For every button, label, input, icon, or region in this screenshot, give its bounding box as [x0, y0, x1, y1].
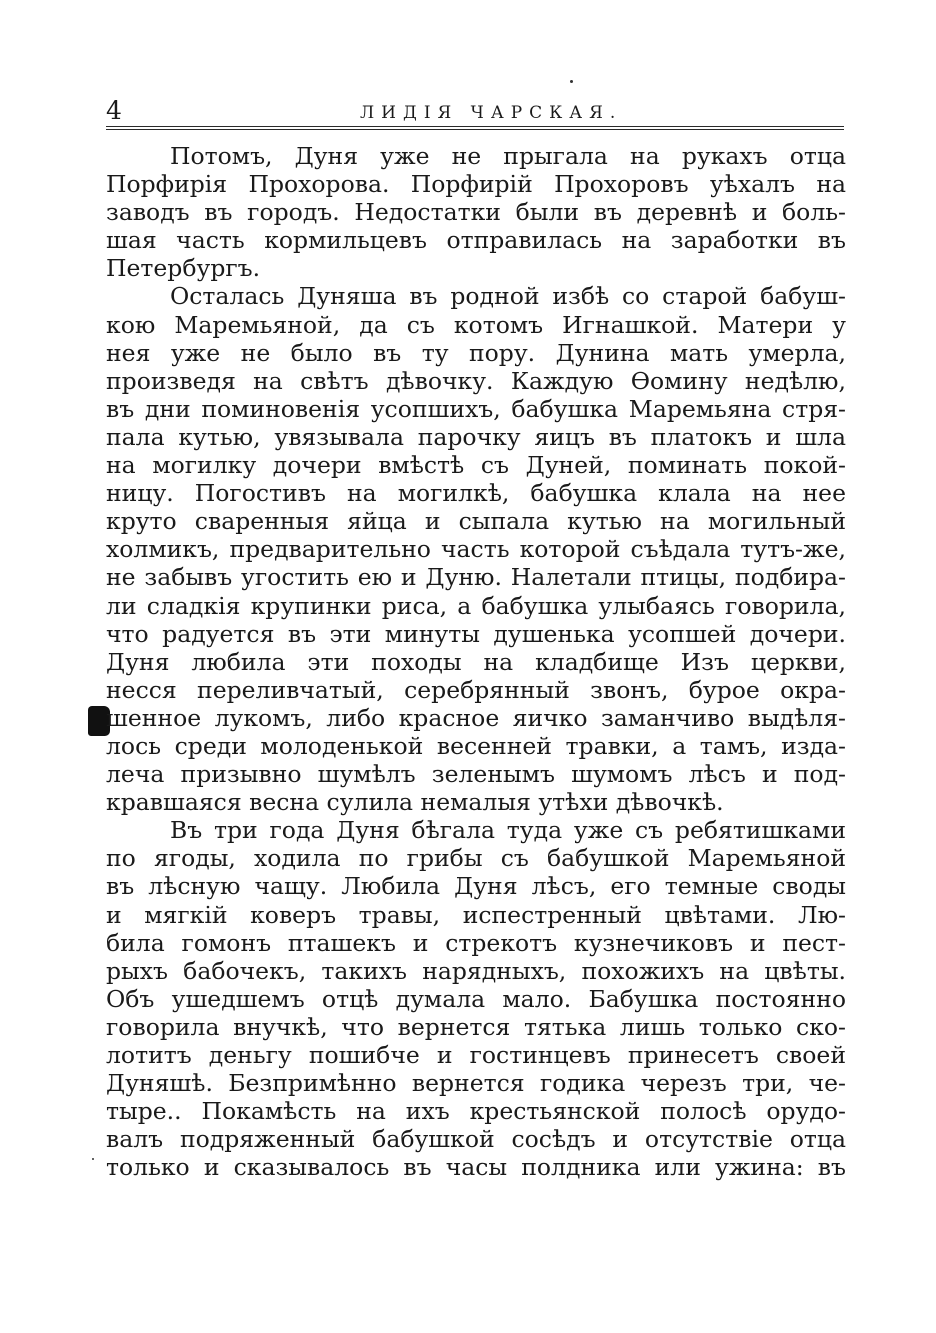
text-line: Осталась Дуняша въ родной избѣ со старой бабуш-	[170, 282, 846, 311]
header-rule-secondary	[106, 129, 844, 130]
text-line: лось среди молоденькой весенней травки, а тамъ, изда-	[106, 731, 846, 760]
text-line: ли сладкія крупинки риса, а бабушка улыбаясь говорила,	[106, 591, 846, 620]
text-line: кою Маремьяной, да съ котомъ Игнашкой. Матери у	[106, 310, 846, 339]
text-line: рыхъ бабочекъ, такихъ нарядныхъ, похожихъ на цвѣты.	[106, 956, 846, 985]
text-line: Дуняшѣ. Безпримѣнно вернется годика черезъ три, че-	[106, 1069, 846, 1098]
body-text	[106, 142, 846, 1181]
text-line: шенное лукомъ, либо красное яичко заманчиво выдѣля-	[106, 703, 846, 732]
text-line: Объ ушедшемъ отцѣ думала мало. Бабушка постоянно	[106, 984, 846, 1013]
text-line: произведя на свѣтъ дѣвочку. Каждую Ѳомину недѣлю,	[106, 366, 846, 395]
text-line: не забывъ угостить ею и Дуню. Налетали птицы, подбира-	[106, 563, 846, 592]
text-line: ницу. Погостивъ на могилкѣ, бабушка клала на нее	[106, 479, 846, 508]
text-line: била гомонъ пташекъ и стрекотъ кузнечиковъ и пест-	[106, 928, 846, 957]
page-number: 4	[106, 96, 122, 125]
text-line: пала кутью, увязывала парочку яицъ въ платокъ и шла	[106, 422, 846, 451]
text-line: Петербургъ.	[106, 254, 261, 283]
text-line: только и сказывалось въ часы полдника или ужина: въ	[106, 1153, 846, 1182]
text-line: тыре.. Покамѣсть на ихъ крестьянской полосѣ орудо-	[106, 1097, 846, 1126]
text-line: въ дни поминовенія усопшихъ, бабушка Маремьяна стря-	[106, 394, 846, 423]
text-line: нея уже не было въ ту пору. Дунина мать умерла,	[106, 338, 846, 367]
text-line: Дуня любила эти походы на кладбище Изъ церкви,	[106, 647, 846, 676]
text-line: несся переливчатый, серебрянный звонъ, бурое окра-	[106, 675, 846, 704]
text-line: валъ подряженный бабушкой сосѣдъ и отсутствіе отца	[106, 1125, 846, 1154]
paragraph-2	[106, 282, 846, 816]
page-header	[106, 96, 842, 126]
text-line: круто сваренныя яйца и сыпала кутью на могильный	[106, 507, 846, 536]
text-line: холмикъ, предварительно часть которой съѣдала тутъ-же,	[106, 535, 846, 564]
header-rule	[106, 126, 844, 127]
text-line: въ лѣсную чащу. Любила Дуня лѣсъ, его темные своды	[106, 872, 846, 901]
paragraph-1	[106, 142, 846, 282]
text-line: что радуется въ эти минуты душенька усопшей дочери.	[106, 619, 846, 648]
print-speck	[570, 80, 573, 83]
text-line: заводъ въ городъ. Недостатки были въ деревнѣ и боль-	[106, 198, 846, 227]
text-line: Порфирія Прохорова. Порфирій Прохоровъ уѣхалъ на	[106, 170, 846, 199]
text-line: на могилку дочери вмѣстѣ съ Дуней, поминать покой-	[106, 451, 846, 480]
text-line: кравшаяся весна сулила немалыя утѣхи дѣвочкѣ.	[106, 788, 724, 817]
text-line: Потомъ, Дуня уже не прыгала на рукахъ отца	[170, 142, 846, 170]
paragraph-3	[106, 816, 846, 1181]
text-line: леча призывно шумѣлъ зеленымъ шумомъ лѣсъ и под-	[106, 760, 846, 789]
text-line: и мягкій коверъ травы, испестренный цвѣтами. Лю-	[106, 900, 846, 929]
text-line: шая часть кормильцевъ отправилась на заработки въ	[106, 226, 846, 255]
print-speck	[92, 1158, 94, 1160]
text-line: по ягоды, ходила по грибы съ бабушкой Маремьяной	[106, 844, 846, 873]
text-line: Въ три года Дуня бѣгала туда уже съ ребятишками	[170, 816, 846, 845]
text-line: лотитъ деньгу пошибче и гостинцевъ принесетъ своей	[106, 1041, 846, 1069]
text-line: говорила внучкѣ, что вернется тятька лишь только ско-	[106, 1012, 846, 1041]
running-title: ЛИДІЯ ЧАРСКАЯ.	[360, 103, 623, 123]
